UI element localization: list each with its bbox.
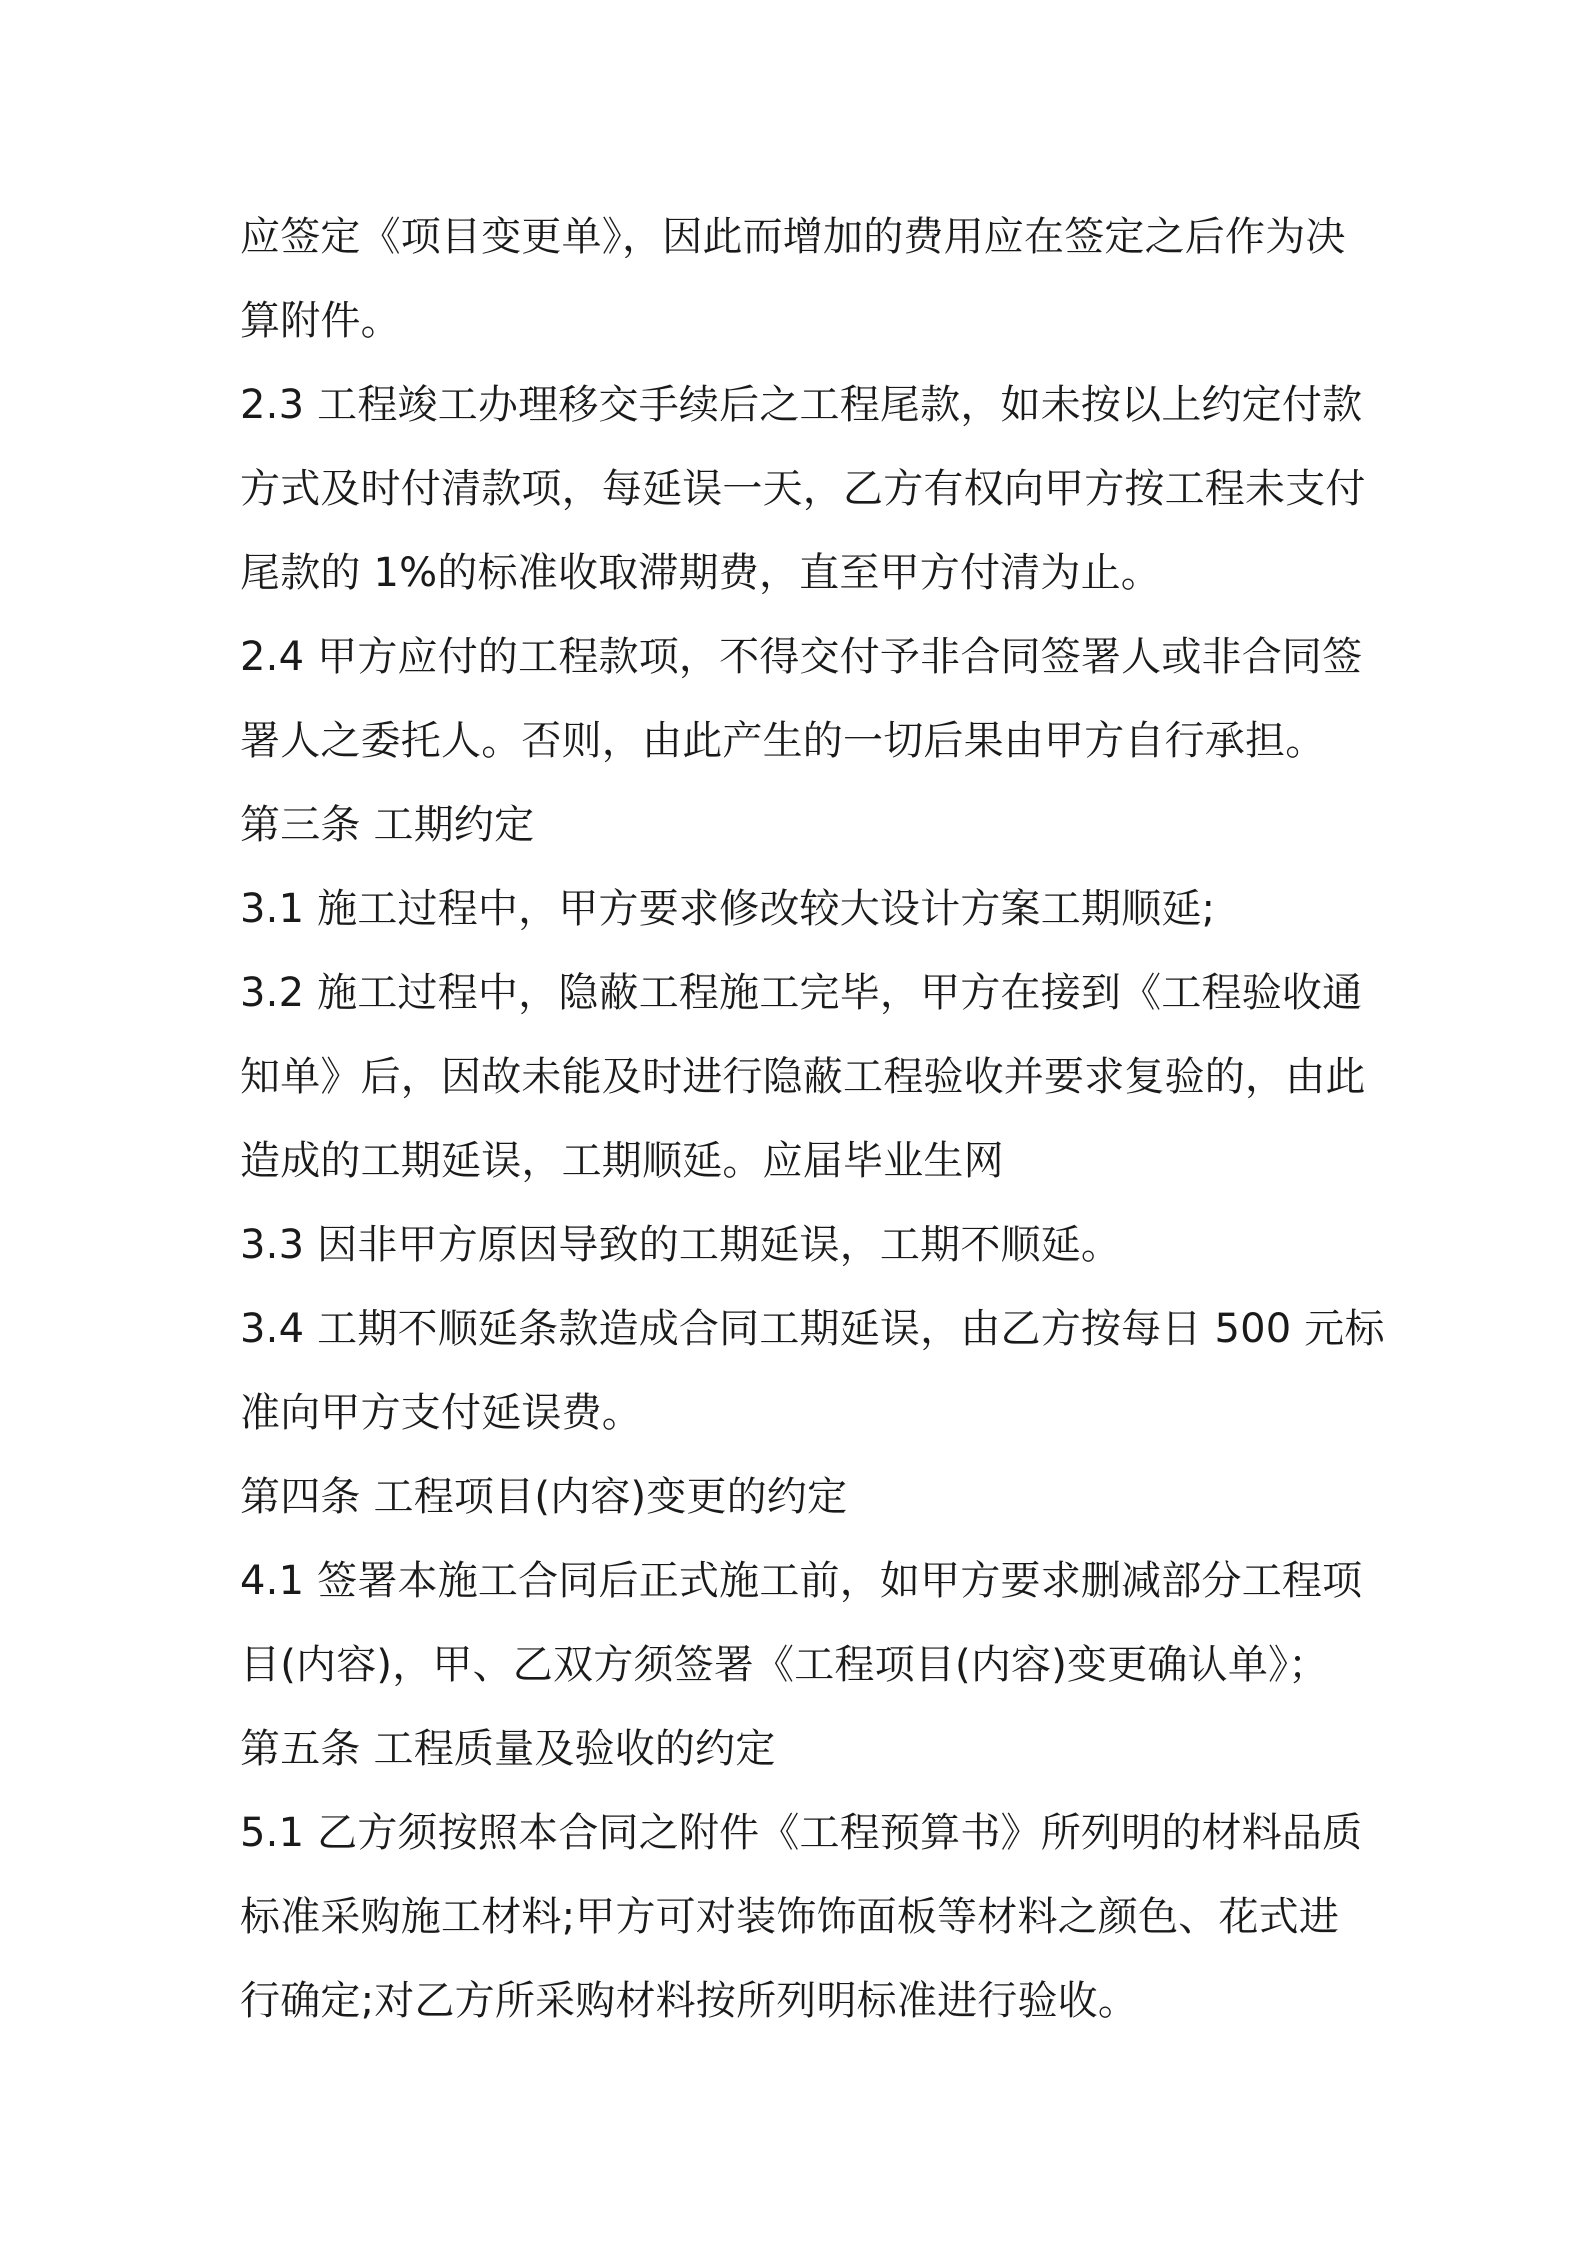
- clause-3-2: 3.2 施工过程中，隐蔽工程施工完毕，甲方在接到《工程验收通: [240, 970, 1363, 1016]
- text-line: 准向甲方支付延误费。: [240, 1390, 642, 1436]
- article-3-heading: 第三条 工期约定: [240, 802, 535, 848]
- clause-3-1: 3.1 施工过程中，甲方要求修改较大设计方案工期顺延;: [240, 886, 1216, 932]
- clause-3-3: 3.3 因非甲方原因导致的工期延误，工期不顺延。: [240, 1222, 1122, 1268]
- text-line: 尾款的 1%的标准收取滞期费，直至甲方付清为止。: [240, 550, 1161, 596]
- text-line: 应签定《项目变更单》，因此而增加的费用应在签定之后作为决: [240, 214, 1346, 260]
- text-line: 算附件。: [240, 298, 401, 344]
- clause-2-4: 2.4 甲方应付的工程款项，不得交付予非合同签署人或非合同签: [240, 634, 1363, 680]
- text-line: 目(内容)，甲、乙双方须签署《工程项目(内容)变更确认单》；: [240, 1642, 1329, 1688]
- text-line: 署人之委托人。否则，由此产生的一切后果由甲方自行承担。: [240, 718, 1326, 764]
- article-4-heading: 第四条 工程项目(内容)变更的约定: [240, 1474, 848, 1520]
- clause-2-3: 2.3 工程竣工办理移交手续后之工程尾款，如未按以上约定付款: [240, 382, 1363, 428]
- text-line: 造成的工期延误，工期顺延。应届毕业生网: [240, 1138, 1004, 1184]
- text-line: 行确定;对乙方所采购材料按所列明标准进行验收。: [240, 1978, 1139, 2024]
- clause-5-1: 5.1 乙方须按照本合同之附件《工程预算书》所列明的材料品质: [240, 1810, 1363, 1856]
- article-5-heading: 第五条 工程质量及验收的约定: [240, 1726, 776, 1772]
- text-line: 知单》后，因故未能及时进行隐蔽工程验收并要求复验的，由此: [240, 1054, 1366, 1100]
- text-line: 方式及时付清款项，每延误一天，乙方有权向甲方按工程未支付: [240, 466, 1366, 512]
- text-line: 标准采购施工材料;甲方可对装饰饰面板等材料之颜色、花式进: [240, 1894, 1340, 1940]
- clause-4-1: 4.1 签署本施工合同后正式施工前，如甲方要求删减部分工程项: [240, 1558, 1363, 1604]
- clause-3-4: 3.4 工期不顺延条款造成合同工期延误，由乙方按每日 500 元标: [240, 1306, 1385, 1352]
- contract-text: [240, 195, 1385, 2043]
